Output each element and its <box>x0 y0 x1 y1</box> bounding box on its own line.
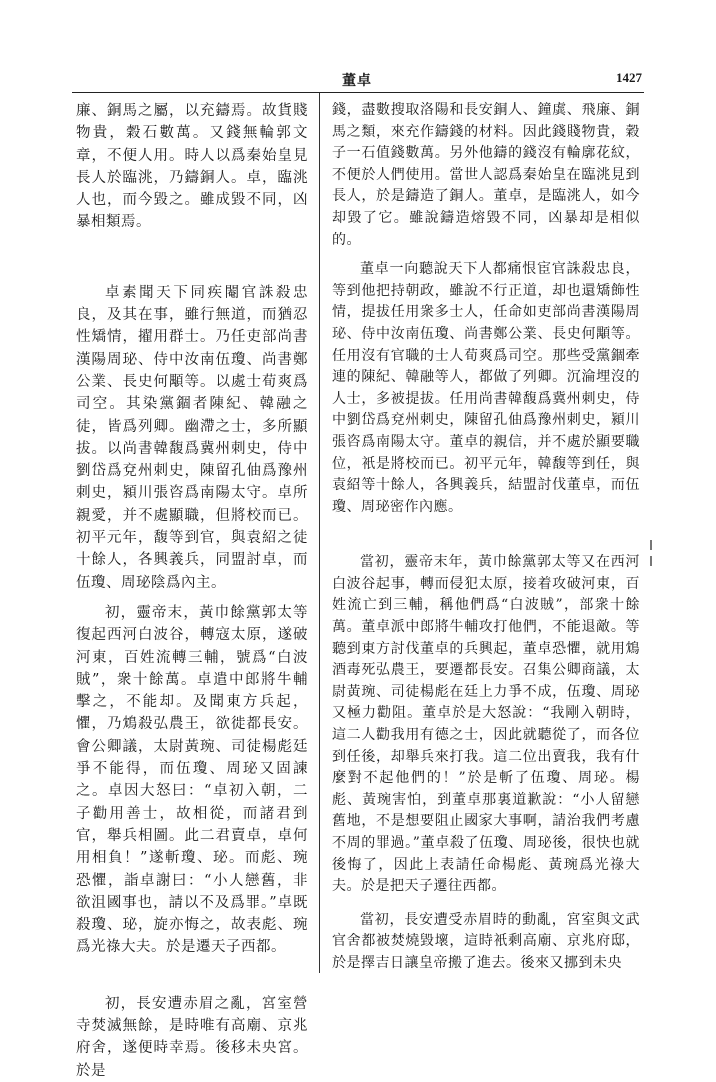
page-header <box>72 64 642 94</box>
translation-paragraph-3: 當初，靈帝末年，黃巾餘黨郭太等又在西河白波谷起事，轉而侵犯太原，接着攻破河東，百姓流亡到三輔，稱他們爲“白波賊”，部衆十餘萬。董卓派中郎將牛輔攻打他們，不能退敵。等聽到東方討伐董卓的兵興起，董卓恐懼，就用鴆酒毒死弘農王，要遷都長安。召集公卿商議，太尉黃琬、司徒楊彪在廷上力爭不成，伍瓊、周珌又極力勸阻。董卓於是大怒說：“我剛入朝時，這二人勸我用有德之士，因此就聽從了，而各位到任後，却舉兵來打我。這二位出賣我，我有什麼對不起他們的！”於是斬了伍瓊、周珌。楊彪、黃琬害怕，到董卓那裏道歉說：“小人留戀舊地，不是想要阻止國家大事啊，請治我們考慮不周的罪過。”董卓殺了伍瓊、周珌後，很快也就後悔了，因此上表請任命楊彪、黃琬爲光祿大夫。於是把天子遷往西都。 <box>332 554 640 895</box>
translation-paragraph-4: 當初，長安遭受赤眉時的動亂，宮室與文武官舍都被焚燒毀壞，這時衹剩高廟、京兆府邸，於是擇吉日讓皇帝搬了進去。後來又挪到未央 <box>332 911 640 971</box>
margin-mark <box>650 540 654 568</box>
page-number: 1427 <box>616 70 642 85</box>
translation-column <box>332 100 640 975</box>
classical-paragraph-1: 廉、銅馬之屬，以充鑄焉。故貨賤物貴，穀石數萬。又錢無輪郭文章，不便人用。時人以爲秦始皇見長人於臨洮，乃鑄銅人。卓，臨洮人也，而今毀之。雖成毀不同，凶暴相類焉。 <box>76 103 308 231</box>
classical-paragraph-2: 卓素聞天下同疾閹官誅殺忠良，及其在事，雖行無道，而猶忍性矯情，擢用群士。乃任吏部尚書漢陽周珌、侍中汝南伍瓊、尚書鄭公業、長史何顒等。以處士荀爽爲司空。其染黨錮者陳紀、韓融之徒，皆爲列卿。幽滯之士，多所顯拔。以尚書韓馥爲冀州刺史，侍中劉岱爲兗州刺史，陳留孔伷爲豫州刺史，潁川張咨爲南陽太守。卓所親愛，并不處顯職，但將校而已。初平元年，馥等到官，與袁紹之徒十餘人，各興義兵，同盟討卓，而伍瓊、周珌陰爲內主。 <box>76 284 308 591</box>
running-title: 董卓 <box>342 73 372 89</box>
header-rule <box>72 92 644 93</box>
column-divider <box>319 93 320 973</box>
classical-paragraph-3: 初，靈帝末，黃巾餘黨郭太等復起西河白波谷，轉寇太原，遂破河東，百姓流轉三輔，號爲“白波賊”，衆十餘萬。卓遣中郎將牛輔擊之，不能却。及聞東方兵起，懼，乃鴆殺弘農王，欲徙都長安。會公卿議，太尉黃琬、司徒楊彪廷爭不能得，而伍瓊、周珌又固諫之。卓因大怒曰：“卓初入朝，二子勸用善士，故相從，而諸君到官，舉兵相圖。此二君賣卓，卓何用相負！”遂斬瓊、珌。而彪、琬恐懼，詣卓謝曰：“小人戀舊，非欲沮國事也，請以不及爲罪。”卓既殺瓊、珌，旋亦悔之，故表彪、琬爲光祿大夫。於是遷天子西都。 <box>76 604 308 956</box>
classical-text-column <box>76 100 308 1082</box>
classical-paragraph-4: 初，長安遭赤眉之亂，宮室營寺焚滅無餘，是時唯有高廟、京兆府舍，遂便時幸焉。後移未央宮。於是 <box>76 995 308 1079</box>
translation-paragraph-1: 錢，盡數搜取洛陽和長安銅人、鐘虡、飛廉、銅馬之類，來充作鑄錢的材料。因此錢賤物貴，穀子一石值錢數萬。另外他鑄的錢沒有輪廓花紋，不便於人們使用。當世人認爲秦始皇在臨洮見到長人，於是鑄造了銅人。董卓，是臨洮人，如今却毀了它。雖說鑄造熔毀不同，凶暴却是相似的。 <box>332 102 640 248</box>
translation-paragraph-2: 董卓一向聽說天下人都痛恨宦官誅殺忠良，等到他把持朝政，雖說不行正道，却也還矯飾性情，提拔任用衆多士人，任命如吏部尚書漢陽周珌、侍中汝南伍瓊、尚書鄭公業、長史何顒等。任用沒有官職的士人荀爽爲司空。那些受黨錮牽連的陳紀、韓融等人，都做了列卿。沉淪埋沒的人士，多被提拔。任用尚書韓馥爲冀州刺史，侍中劉岱爲兗州刺史，陳留孔伷爲豫州刺史，潁川張咨爲南陽太守。董卓的親信，并不處於顯要職位，衹是將校而已。初平元年，韓馥等到任，與袁紹等十餘人，各興義兵，結盟討伐董卓，而伍瓊、周珌密作內應。 <box>332 261 640 515</box>
